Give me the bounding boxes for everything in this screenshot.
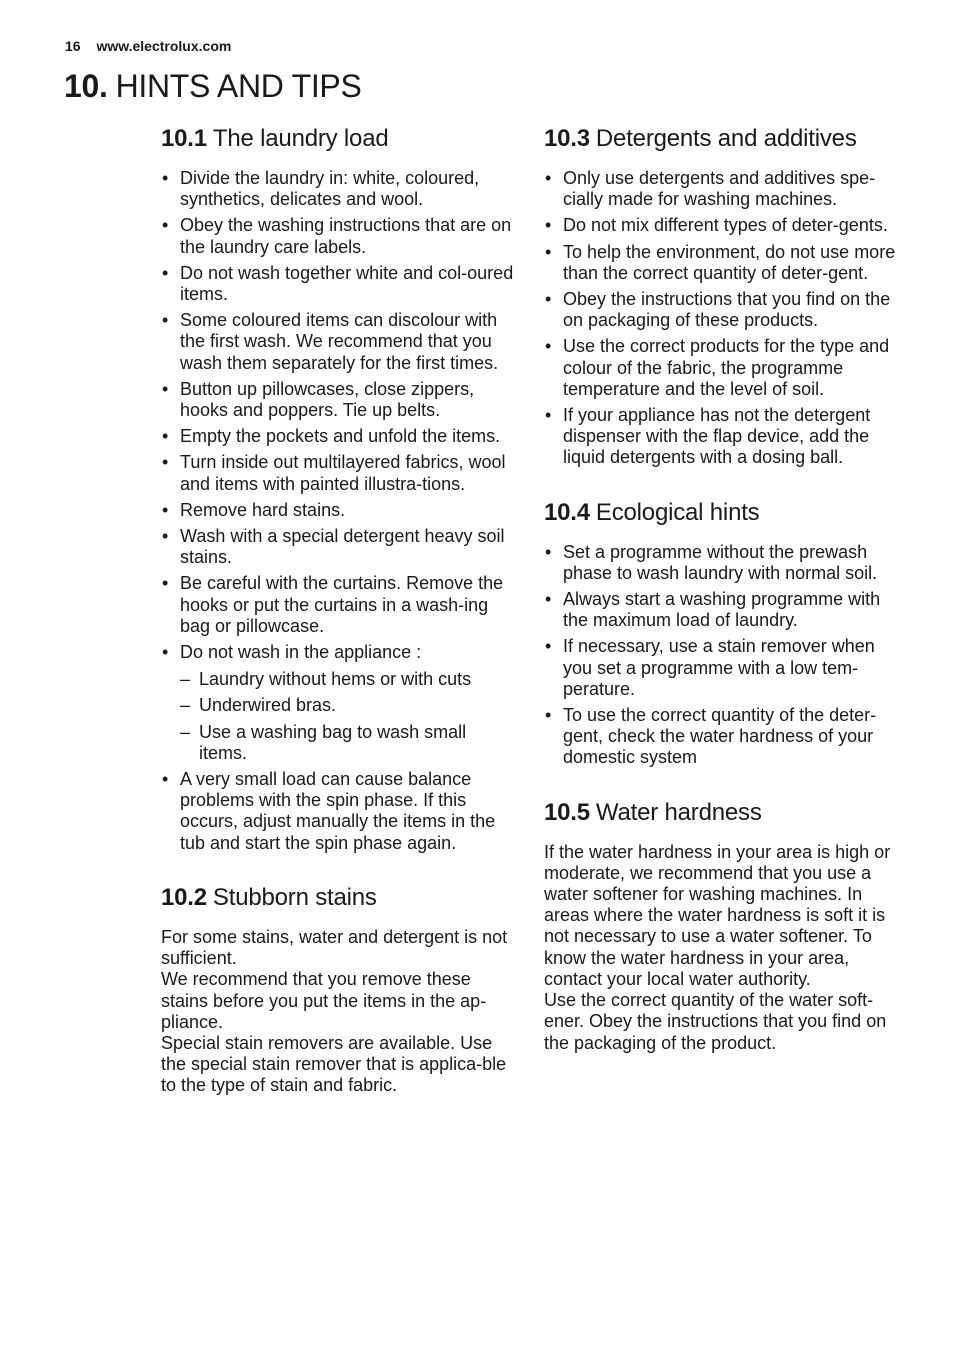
sub-list-item-text: Laundry without hems or with cuts (199, 669, 472, 690)
list-item-text: Set a programme without the prewash phase to wash laundry with normal soil. (563, 541, 878, 583)
list-item: • Obey the washing instructions that are on the laundry care labels. (162, 215, 512, 257)
section-heading (544, 498, 902, 528)
list-item: • Obey the instructions that you find on the on packaging of these products. (545, 289, 891, 331)
section-number: 10.2 (161, 883, 207, 911)
list-item: • To help the environment, do not use more than the correct quantity of deter-gent. (545, 241, 896, 283)
chapter-title-text: HINTS AND TIPS (115, 68, 362, 104)
list-item: • Do not wash together white and col-oured items. (162, 262, 514, 305)
section-heading (544, 798, 902, 828)
list-item: • If necessary, use a stain remover when you set a programme with a low tem-perature. (545, 636, 875, 699)
list-item: • Empty the pockets and unfold the items. (162, 426, 501, 447)
list-item: • To use the correct quantity of the deter-gent, check the water hardness of your domestic system (545, 705, 877, 768)
list-item: • Only use detergents and additives spe-cially made for washing machines. (545, 168, 876, 210)
chapter-title (64, 68, 362, 105)
bullet-list (161, 168, 519, 854)
right-column (544, 124, 902, 1054)
list-item-text: Obey the washing instructions that are on the laundry care labels. (180, 215, 512, 257)
sub-list-item: – Use a washing bag to wash small items. (180, 721, 467, 763)
list-item: • Always start a washing programme with the maximum load of laundry. (545, 589, 881, 631)
bullet-list (544, 168, 902, 469)
section-laundry-load (161, 124, 519, 854)
list-item-text: Do not mix different types of deter-gents. (563, 215, 888, 236)
list-item: • Set a programme without the prewash phase to wash laundry with normal soil. (545, 541, 878, 583)
bullet-list (544, 542, 902, 769)
chapter-number: 10. (64, 68, 108, 104)
sub-list (180, 669, 519, 764)
list-item-text: Divide the laundry in: white, coloured, synthetics, delicates and wool. (180, 168, 480, 210)
list-item-text: To use the correct quantity of the deter-gent, check the water hardness of your domestic system (563, 705, 877, 768)
list-item-text: Be careful with the curtains. Remove the hooks or put the curtains in a wash-ing bag or pillowcase. (180, 573, 504, 636)
list-item-text: To help the environment, do not use more than the correct quantity of deter-gent. (563, 241, 896, 283)
list-item: • If your appliance has not the detergent dispenser with the flap device, add the liquid detergents with a dosing ball. (545, 405, 871, 468)
list-item-text: Button up pillowcases, close zippers, hooks and poppers. Tie up belts. (180, 378, 475, 421)
sub-list-item-text: Use a washing bag to wash small items. (199, 721, 467, 763)
list-item-text: A very small load can cause balance problems with the spin phase. If this occurs, adjust manually the items in the tub and start the spin phase again. (180, 769, 496, 853)
list-item: • Divide the laundry in: white, coloured, synthetics, delicates and wool. (162, 168, 480, 210)
section-title: Ecological hints (595, 498, 760, 526)
list-item: • Wash with a special detergent heavy soil stains. (162, 526, 505, 568)
page-number: 16 (65, 38, 81, 54)
list-item: • Use the correct products for the type and colour of the fabric, the programme temperature and the level of soil. (545, 336, 890, 399)
list-item-text: Do not wash in the appliance : (180, 642, 422, 663)
list-item-text: Use the correct products for the type and colour of the fabric, the programme temperature and the level of soil. (563, 336, 890, 399)
sub-list-item: – Underwired bras. (180, 695, 337, 716)
website-url: www.electrolux.com (96, 38, 232, 54)
section-number: 10.3 (544, 125, 590, 152)
section-detergents (544, 124, 902, 469)
list-item-text: Some coloured items can discolour with the first wash. We recommend that you wash them separately for the first times. (180, 310, 499, 373)
sub-list-item: – Laundry without hems or with cuts (180, 669, 472, 690)
section-heading (544, 124, 902, 154)
page-header (65, 38, 231, 54)
section-water-hardness (544, 798, 902, 1054)
left-column (161, 124, 519, 1097)
section-heading (161, 883, 519, 913)
list-item-text: Wash with a special detergent heavy soil stains. (180, 526, 505, 568)
section-heading (161, 124, 519, 154)
section-title: Stubborn stains (212, 883, 377, 911)
sub-list-item-text: Underwired bras. (199, 695, 337, 716)
list-item: • Remove hard stains. (162, 499, 346, 520)
list-item: • Do not wash in the appliance : – Laundry without hems or with cuts – Underwired bras. – Use a washing bag to wash small items. (161, 642, 519, 764)
list-item: • Button up pillowcases, close zippers, hooks and poppers. Tie up belts. (162, 378, 475, 421)
list-item: • Do not mix different types of deter-gents. (545, 215, 888, 236)
section-stubborn-stains (161, 883, 519, 1097)
list-item: • Be careful with the curtains. Remove the hooks or put the curtains in a wash-ing bag or pillowcase. (162, 573, 504, 636)
section-number: 10.5 (544, 798, 590, 826)
list-item-text: Remove hard stains. (180, 499, 346, 520)
list-item-text: If necessary, use a stain remover when you set a programme with a low tem-perature. (563, 636, 875, 699)
list-item: • Turn inside out multilayered fabrics, wool and items with painted illustra-tions. (162, 452, 506, 494)
section-number: 10.4 (544, 498, 590, 526)
section-title: The laundry load (212, 125, 389, 152)
list-item-text: Do not wash together white and col-oured items. (180, 262, 514, 305)
list-item-text: If your appliance has not the detergent dispenser with the flap device, add the liquid detergents with a dosing ball. (563, 405, 871, 468)
list-item: • Some coloured items can discolour with the first wash. We recommend that you wash them separately for the first times. (162, 310, 499, 373)
section-title: Water hardness (595, 798, 762, 826)
section-number: 10.1 (161, 125, 207, 152)
list-item-text: Turn inside out multilayered fabrics, wool and items with painted illustra-tions. (180, 452, 506, 494)
section-paragraph: If the water hardness in your area is high or moderate, we recommend that you use a water softener for washing machines. In areas where the water hardness is soft it is not necessary to use a water softener. To know the water hardness in your area, contact your local water authority. Use the correct quantity of the water soft-ener. Obey the instructions that you find on the packaging of the product. (544, 841, 891, 1053)
section-paragraph: For some stains, water and detergent is not sufficient. We recommend that you remove these stains before you put the items in the ap-pliance. Special stain removers are available. Use the special stain remover that is applica-ble to the type of stain and fabric. (161, 926, 508, 1096)
list-item-text: Always start a washing programme with the maximum load of laundry. (563, 589, 881, 631)
section-ecological-hints (544, 498, 902, 769)
list-item: • A very small load can cause balance problems with the spin phase. If this occurs, adjust manually the items in the tub and start the spin phase again. (162, 769, 496, 853)
list-item-text: Empty the pockets and unfold the items. (180, 426, 501, 447)
list-item-text: Obey the instructions that you find on the on packaging of these products. (563, 289, 891, 331)
section-title: Detergents and additives (595, 125, 857, 152)
list-item-text: Only use detergents and additives spe-cially made for washing machines. (563, 168, 876, 210)
